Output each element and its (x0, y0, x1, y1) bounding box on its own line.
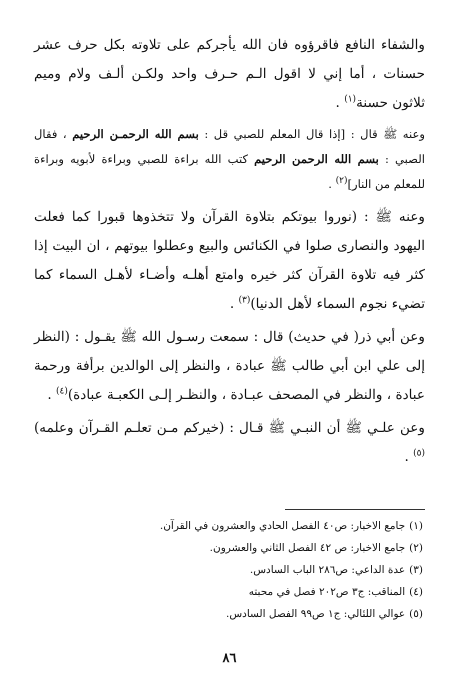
footnote-ref: (٢) (335, 176, 348, 187)
paragraph-end: . (47, 387, 56, 403)
paragraph-text: وعنه ﷺ قال : [إذا قال المعلم للصبي قل : (198, 127, 425, 141)
footnote-text: المناقب: ج٣ ص٢٠٢ فصل في محبته (248, 586, 406, 598)
basmala-text: بسم الله الرحمن الرحيم (254, 152, 379, 166)
basmala-text: بسم الله الرحمـن الرحيم (72, 127, 199, 141)
footnote-ref: (٣) (238, 295, 251, 306)
footnote-number: (٤) (409, 586, 423, 598)
paragraph-4 (34, 323, 425, 410)
footnote-text: عوالي اللئالي: ج١ ص٩٩ الفصل السادس. (226, 608, 406, 620)
body-text (34, 31, 425, 472)
paragraph-text: ، فقال الصبي : (34, 127, 425, 166)
footnote-number: (١) (409, 520, 423, 532)
paragraph-text: وعن علـي ﷺ أن النبـي ﷺ قـال : (خيركم مـن تعلـم القـرآن وعلمه) (34, 420, 425, 436)
footnote-text: عدة الداعي: ص٢٨٦ الباب السادس. (249, 564, 406, 576)
footnote-number: (٥) (409, 608, 423, 620)
paragraph-text: والشفاء النافع فاقرؤوه فان الله يأجركم على تلاوته بكل حرف عشر حسنات ، أما إني لا اقول الـم حـرف واحد ولكـن ألـف ولام وميم ثلاثون حسنة (34, 37, 425, 111)
footnote-divider (285, 509, 425, 510)
page-number: ٨٦ (222, 651, 237, 666)
footnote-item (34, 537, 423, 559)
paragraph-3 (34, 203, 425, 319)
footnote-text: جامع الاخبار: ص٤٠ الفصل الحادي والعشرون في القرآن. (159, 520, 406, 532)
footnote-ref: (١) (344, 94, 357, 105)
paragraph-5 (34, 414, 425, 472)
footnote-ref: (٤) (55, 386, 68, 397)
paragraph-text: كتب الله براءة للصبي وبراءة لأبويه وبراءة للمعلم من النار] (34, 152, 425, 191)
footnotes-list (34, 515, 423, 625)
paragraph-text: وعنه ﷺ : (نوروا بيوتكم بتلاوة القرآن ولا تتخذوها قبورا كما فعلت اليهود والنصارى صلوا في الكنائس والبيع وعطلوا بيوتهم ، ان البيت إذا كثر فيه تلاوة القرآن كثر خيره وامتع أهلـه وأضـاء لأهـل السماء كما تضيء نجوم السماء لأهل الدنيا) (34, 209, 425, 312)
footnote-item (34, 515, 423, 537)
paragraph-end: . (328, 177, 336, 191)
paragraph-end: . (404, 449, 414, 465)
paragraph-end: . (229, 296, 239, 312)
footnote-item (34, 603, 423, 625)
footnote-ref: (٥) (413, 448, 425, 459)
footnote-item (34, 559, 423, 581)
footnote-item (34, 581, 423, 603)
footnote-text: جامع الاخبار: ص ٤٢ الفصل الثاني والعشرون. (209, 542, 406, 554)
paragraph-2 (34, 122, 425, 197)
paragraph-1 (34, 31, 425, 118)
footnote-number: (٣) (409, 564, 423, 576)
paragraph-text: وعن أبي ذر( في حديث) قال : سمعت رسـول الله ﷺ يقـول : (النظر إلى علي ابن أبي طالب ﷺ عبادة ، والنظر إلى الوالدين برأفة ورحمة عبادة ، والنظر في المصحف عبـادة ، والنظـر إلـى الكعبـة عبادة) (34, 329, 425, 403)
paragraph-end: . (335, 95, 345, 111)
footnote-number: (٢) (409, 542, 423, 554)
